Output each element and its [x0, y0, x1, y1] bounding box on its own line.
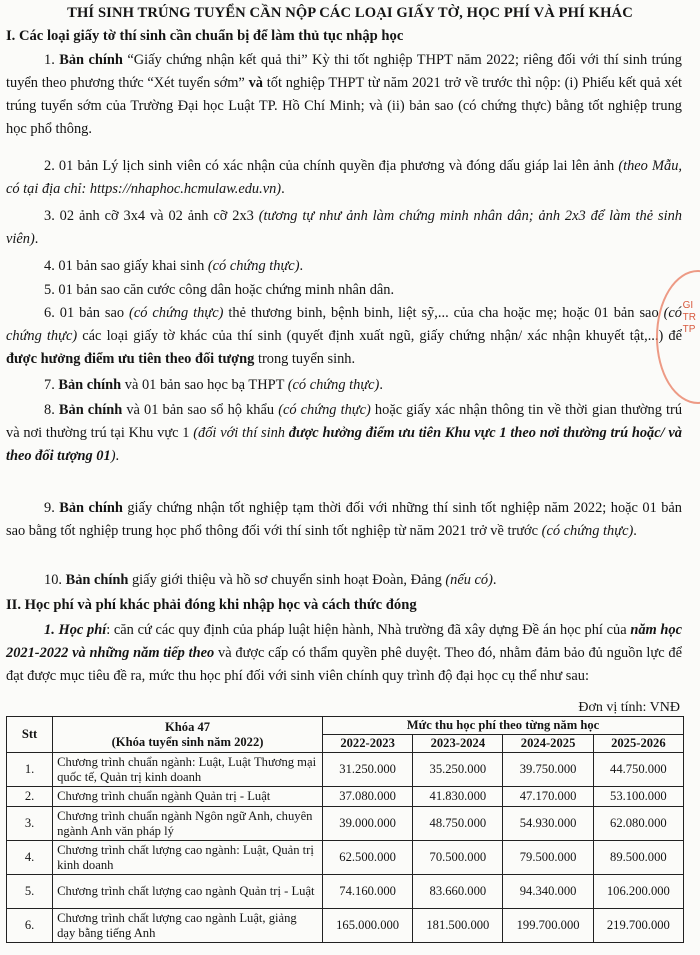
item-8-bold: Bản chính: [58, 402, 123, 418]
table-row: [7, 875, 684, 909]
header-year: 2025-2026: [593, 735, 683, 753]
row-program: Chương trình chất lượng cao ngành: Luật, Quản trị kinh doanh: [53, 841, 323, 875]
row-program: Chương trình chuẩn ngành: Luật, Luật Thương mại quốc tế, Quản trị kinh doanh: [53, 753, 323, 787]
item-4-text: 4. 01 bản sao giấy khai sinh: [44, 258, 208, 274]
item-2-text: 2. 01 bản Lý lịch sinh viên có xác nhận của chính quyền địa phương và đóng dấu giáp lai lên ảnh: [44, 158, 619, 174]
stamp-line-2: TR: [682, 312, 696, 323]
row-fee: 70.500.000: [413, 841, 503, 875]
tuition-paragraph: [6, 619, 682, 688]
item-7-italic: (có chứng thực): [287, 377, 380, 393]
item-8-text: và 01 bản sao sổ hộ khẩu: [122, 402, 279, 418]
row-fee: 37.080.000: [323, 787, 413, 807]
item-3-text: 3. 02 ảnh cỡ 3x4 và 02 ảnh cỡ 2x3: [44, 208, 259, 224]
row-fee: 47.170.000: [503, 787, 593, 807]
section-1-heading: I. Các loại giấy tờ thí sinh cần chuẩn bị để làm thủ tục nhập học: [6, 28, 404, 44]
item-8-italic-3: ): [110, 448, 116, 464]
row-program: Chương trình chuẩn ngành Ngôn ngữ Anh, chuyên ngành Anh văn pháp lý: [53, 807, 323, 841]
row-stt: 3.: [7, 807, 53, 841]
item-10-italic: (nếu có): [445, 572, 493, 588]
item-1-text: “Giấy chứng nhận kết quả thi” Kỳ thi tốt nghiệp THPT năm 2022; riêng đối với thí sinh trúng tuyển theo phương thức “Xét tuyển sớm”: [6, 52, 683, 91]
row-fee: 94.340.000: [503, 875, 593, 909]
item-1-text-2: tốt nghiệp THPT từ năm 2021 trở về trước thì nộp: (i) Phiếu kết quả xét trúng tuyển sớm của Trường Đại học Luật TP. Hồ Chí Minh; và (ii) bản sao (có chứng thực) bằng tốt nghiệp trung học phổ thông.: [6, 75, 682, 137]
header-course-sub: (Khóa tuyển sinh năm 2022): [111, 734, 264, 749]
row-fee: 53.100.000: [593, 787, 683, 807]
row-fee: 89.500.000: [593, 841, 683, 875]
row-stt: 5.: [7, 875, 53, 909]
row-stt: 6.: [7, 909, 53, 943]
item-3: [6, 205, 682, 251]
item-6-text-3: các loại giấy tờ khác của thí sinh (quyết định xuất ngũ, giấy chứng nhận/ xác nhận khuyết tật,...) để: [77, 328, 682, 344]
item-10: [6, 569, 682, 592]
row-fee: 48.750.000: [413, 807, 503, 841]
currency-unit: Đơn vị tính: VNĐ: [578, 700, 680, 715]
header-year: 2023-2024: [413, 735, 503, 753]
item-9-num: 9.: [44, 500, 60, 516]
item-6-italic: (có chứng thực): [129, 305, 224, 321]
item-2-italic: (theo Mẫu, có tại địa chỉ: https://nhaphoc.hcmulaw.edu.vn): [6, 158, 682, 197]
stamp-text: [683, 300, 696, 336]
item-10-bold: Bản chính: [65, 572, 129, 588]
row-fee: 199.700.000: [503, 909, 593, 943]
item-5-text: 5. 01 bản sao căn cước công dân hoặc chứng minh nhân dân.: [44, 282, 395, 298]
tuition-label: 1. Học phí: [44, 622, 107, 638]
item-4-end: .: [299, 258, 304, 274]
item-10-num: 10.: [44, 572, 66, 588]
item-4-italic: (có chứng thực): [207, 258, 300, 274]
item-10-text: giấy giới thiệu và hồ sơ chuyển sinh hoạt Đoàn, Đảng: [128, 572, 446, 588]
row-fee: 181.500.000: [413, 909, 503, 943]
item-5: [6, 279, 682, 302]
item-8: [6, 399, 682, 468]
row-stt: 4.: [7, 841, 53, 875]
item-8-end: .: [115, 448, 120, 464]
item-2: [6, 155, 682, 201]
header-fee: Mức thu học phí theo từng năm học: [323, 717, 684, 735]
item-6-text: 6. 01 bản sao: [44, 305, 130, 321]
stamp-line-3: TP: [682, 324, 696, 335]
tuition-table: [6, 716, 684, 943]
row-stt: 1.: [7, 753, 53, 787]
row-fee: 165.000.000: [323, 909, 413, 943]
item-8-italic: (có chứng thực): [278, 402, 371, 418]
item-7-num: 7.: [44, 377, 59, 393]
item-6-italic-2: (có chứng thực): [6, 305, 682, 344]
header-course: [53, 717, 323, 753]
item-1: 1. Bản chính “Giấy chứng nhận kết quả thi” Kỳ thi tốt nghiệp THPT năm 2022; riêng đối với thí sinh trúng tuyển theo phương thức “Xét tuyển sớm” và tốt nghiệp THPT từ năm 2021 trở về trước thì nộp: (i) Phiếu kết quả xét trúng tuyển sớm của Trường Đại học Luật TP. Hồ Chí Minh; và (ii) bản sao (có chứng thực) bằng tốt nghiệp trung học phổ thông.: [6, 52, 683, 137]
document-title: THÍ SINH TRÚNG TUYỂN CẦN NỘP CÁC LOẠI GIẤY TỜ, HỌC PHÍ VÀ PHÍ KHÁC: [67, 5, 633, 21]
item-6-end: trong tuyển sinh.: [254, 351, 356, 367]
tuition-text-2: và được cấp có thẩm quyền phê duyệt. Theo đó, nhằm đảm bảo đủ nguồn lực để đạt được mục tiêu đề ra, mức thu học phí đối với sinh viên chính quy trình độ đại học cụ thể như sau:: [6, 645, 682, 684]
row-fee: 79.500.000: [503, 841, 593, 875]
table-row: [7, 753, 684, 787]
item-6-bold: được hưởng điểm ưu tiên theo đối tượng: [6, 351, 255, 367]
row-fee: 219.700.000: [593, 909, 683, 943]
item-9-end: .: [633, 523, 637, 539]
table-row: [7, 841, 684, 875]
item-9-bold: Bản chính: [59, 500, 123, 516]
tuition-text: : căn cứ các quy định của pháp luật hiện hành, Nhà trường đã xây dựng Đề án học phí của: [106, 622, 631, 638]
item-2-end: .: [281, 181, 285, 197]
item-10-end: .: [492, 572, 497, 588]
item-9-italic: (có chứng thực): [541, 523, 634, 539]
item-8-text-2: hoặc giấy xác nhận thông tin về thời gian thường trú và nơi thường trú tại Khu vực 1: [6, 402, 683, 441]
row-fee: 74.160.000: [323, 875, 413, 909]
item-9: [6, 497, 682, 543]
item-9-text: giấy chứng nhận tốt nghiệp tạm thời đối với những thí sinh tốt nghiệp năm 2022; hoặc 01 bản sao bằng tốt nghiệp trung học phổ thông đối với thí sinh tốt nghiệp từ năm 2021 trở về trước: [6, 500, 682, 539]
header-course-title: Khóa 47: [164, 719, 211, 734]
item-7-bold: Bản chính: [58, 377, 122, 393]
table-row: [7, 909, 684, 943]
row-fee: 44.750.000: [593, 753, 683, 787]
item-1-bold-2: và: [248, 75, 263, 91]
row-fee: 39.750.000: [503, 753, 593, 787]
item-6: [6, 302, 682, 371]
section-2-heading: II. Học phí và phí khác phải đóng khi nhập học và cách thức đóng: [6, 597, 417, 613]
table-row: [7, 807, 684, 841]
row-fee: 39.000.000: [323, 807, 413, 841]
item-7-end: .: [379, 377, 383, 393]
item-8-bold-italic: được hưởng điểm ưu tiên Khu vực 1 theo nơi thường trú hoặc/ và theo đối tượng 01: [6, 425, 682, 464]
row-fee: 106.200.000: [593, 875, 683, 909]
item-8-num: 8.: [44, 402, 59, 418]
header-stt: Stt: [7, 717, 53, 753]
header-year: 2024-2025: [503, 735, 593, 753]
row-program: Chương trình chất lượng cao ngành Quản trị - Luật: [53, 875, 323, 909]
stamp-line-1: GI: [682, 300, 694, 311]
header-year: 2022-2023: [323, 735, 413, 753]
item-1-bold: Bản chính: [59, 52, 123, 68]
row-program: Chương trình chất lượng cao ngành Luật, giảng dạy bằng tiếng Anh: [53, 909, 323, 943]
item-7: [6, 374, 682, 397]
row-fee: 41.830.000: [413, 787, 503, 807]
item-4: [6, 255, 682, 278]
item-3-italic: (tương tự như ảnh làm chứng minh nhân dân; ảnh 2x3 để làm thẻ sinh viên): [6, 208, 682, 247]
tuition-bold-italic: năm học 2021-2022 và những năm tiếp theo: [6, 622, 683, 661]
row-fee: 54.930.000: [503, 807, 593, 841]
row-fee: 31.250.000: [323, 753, 413, 787]
item-8-italic-2: (đối với thí sinh: [193, 425, 289, 441]
row-stt: 2.: [7, 787, 53, 807]
row-fee: 35.250.000: [413, 753, 503, 787]
row-fee: 83.660.000: [413, 875, 503, 909]
row-fee: 62.080.000: [593, 807, 683, 841]
row-program: Chương trình chuẩn ngành Quản trị - Luật: [53, 787, 323, 807]
item-6-text-2: thẻ thương binh, bệnh binh, liệt sỹ,... của cha hoặc mẹ; hoặc 01 bản sao: [223, 305, 664, 321]
item-3-end: .: [34, 231, 39, 247]
table-row: [7, 787, 684, 807]
row-fee: 62.500.000: [323, 841, 413, 875]
item-7-text: và 01 bản sao học bạ THPT: [121, 377, 288, 393]
